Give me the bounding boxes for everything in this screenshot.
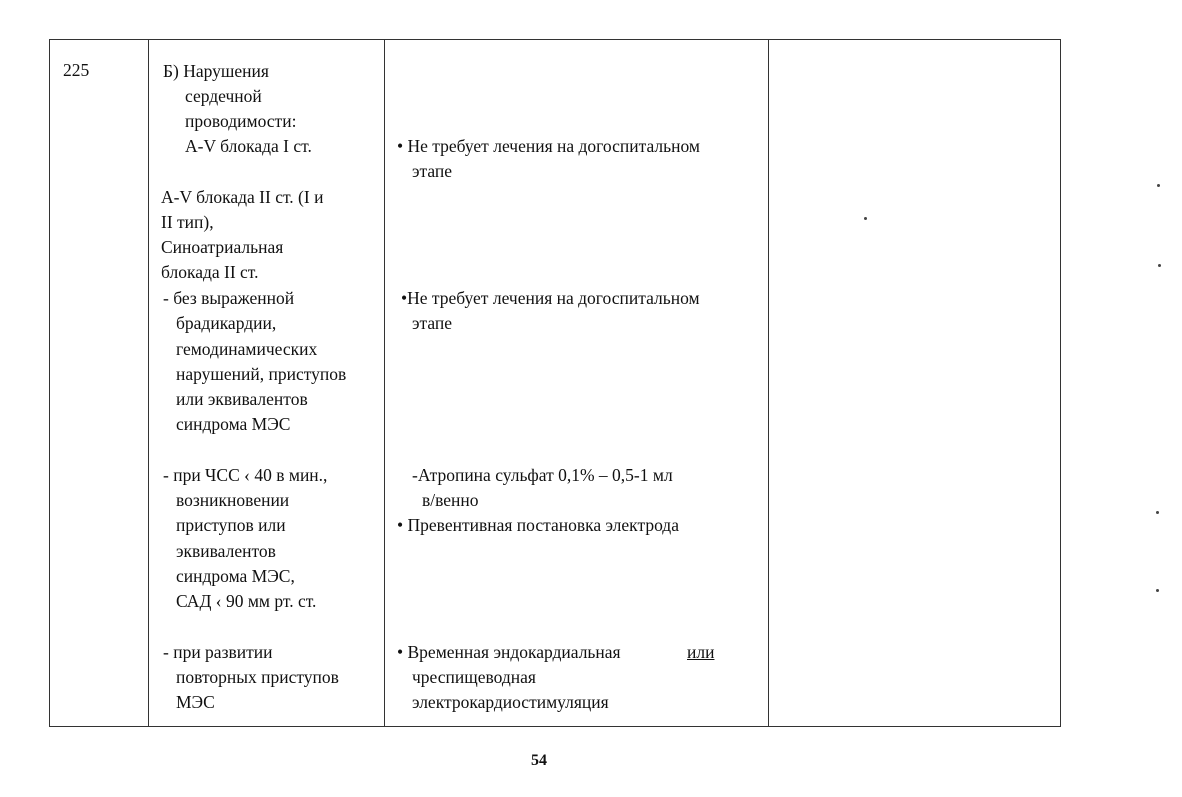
sa-block-line: блокада II ст.	[161, 262, 259, 282]
criterion-1: - без выраженной	[163, 288, 295, 308]
treatment-3-line: в/венно	[422, 490, 479, 510]
criterion-1-line: брадикардии,	[176, 313, 277, 333]
treatment-1-line: этапе	[412, 161, 453, 181]
av-block-2-line: II тип),	[161, 212, 214, 232]
criterion-2-line: синдрома МЭС,	[176, 566, 295, 586]
treatment-5-line: чреспищеводная	[412, 667, 536, 687]
sa-block: Синоатриальная	[161, 237, 284, 257]
treatment-2-line: этапе	[412, 313, 453, 333]
criterion-1-line: синдрома МЭС	[176, 414, 291, 434]
treatment-2: •Не требует лечения на догоспитальном	[401, 288, 700, 308]
page-number: 54	[531, 752, 547, 769]
treatment-1: • Не требует лечения на догоспитальном	[397, 136, 700, 156]
treatment-5-line: электрокардиостимуляция	[412, 692, 609, 712]
condition-title-line: сердечной	[185, 86, 262, 106]
treatment-4: • Превентивная постановка электрода	[397, 515, 679, 535]
criterion-1-line: гемодинамических	[176, 339, 318, 359]
treatment-cell	[385, 40, 769, 727]
protocol-table	[49, 39, 1061, 727]
criterion-2-line: эквивалентов	[176, 541, 276, 561]
criterion-3: - при развитии	[163, 642, 273, 662]
condition-cell	[149, 40, 385, 727]
scan-speck	[1157, 184, 1160, 187]
criterion-2: - при ЧСС ‹ 40 в мин.,	[163, 465, 328, 485]
criterion-3-line: повторных приступов	[176, 667, 339, 687]
scan-speck	[1156, 589, 1159, 592]
av-block-2: A-V блокада II ст. (I и	[161, 187, 324, 207]
treatment-5: • Временная эндокардиальная	[397, 642, 621, 662]
treatment-5-or: или	[687, 642, 715, 662]
treatment-3: -Атропина сульфат 0,1% – 0,5-1 мл	[412, 465, 673, 485]
row-number: 225	[63, 60, 90, 80]
scan-speck	[1156, 511, 1159, 514]
criterion-2-line: возникновении	[176, 490, 290, 510]
criterion-3-line: МЭС	[176, 692, 215, 712]
criterion-1-line: нарушений, приступов	[176, 364, 347, 384]
empty-cell	[769, 40, 1061, 727]
av-block-1: A-V блокада I ст.	[185, 136, 312, 156]
criterion-1-line: или эквивалентов	[176, 389, 308, 409]
condition-title: Б) Нарушения	[163, 61, 269, 81]
condition-title-line: проводимости:	[185, 111, 297, 131]
scan-speck	[1158, 264, 1161, 267]
criterion-2-line: САД ‹ 90 мм рт. ст.	[176, 591, 317, 611]
scan-speck	[864, 217, 867, 220]
row-number-cell	[50, 40, 149, 727]
criterion-2-line: приступов или	[176, 515, 286, 535]
table-row	[50, 40, 1061, 727]
